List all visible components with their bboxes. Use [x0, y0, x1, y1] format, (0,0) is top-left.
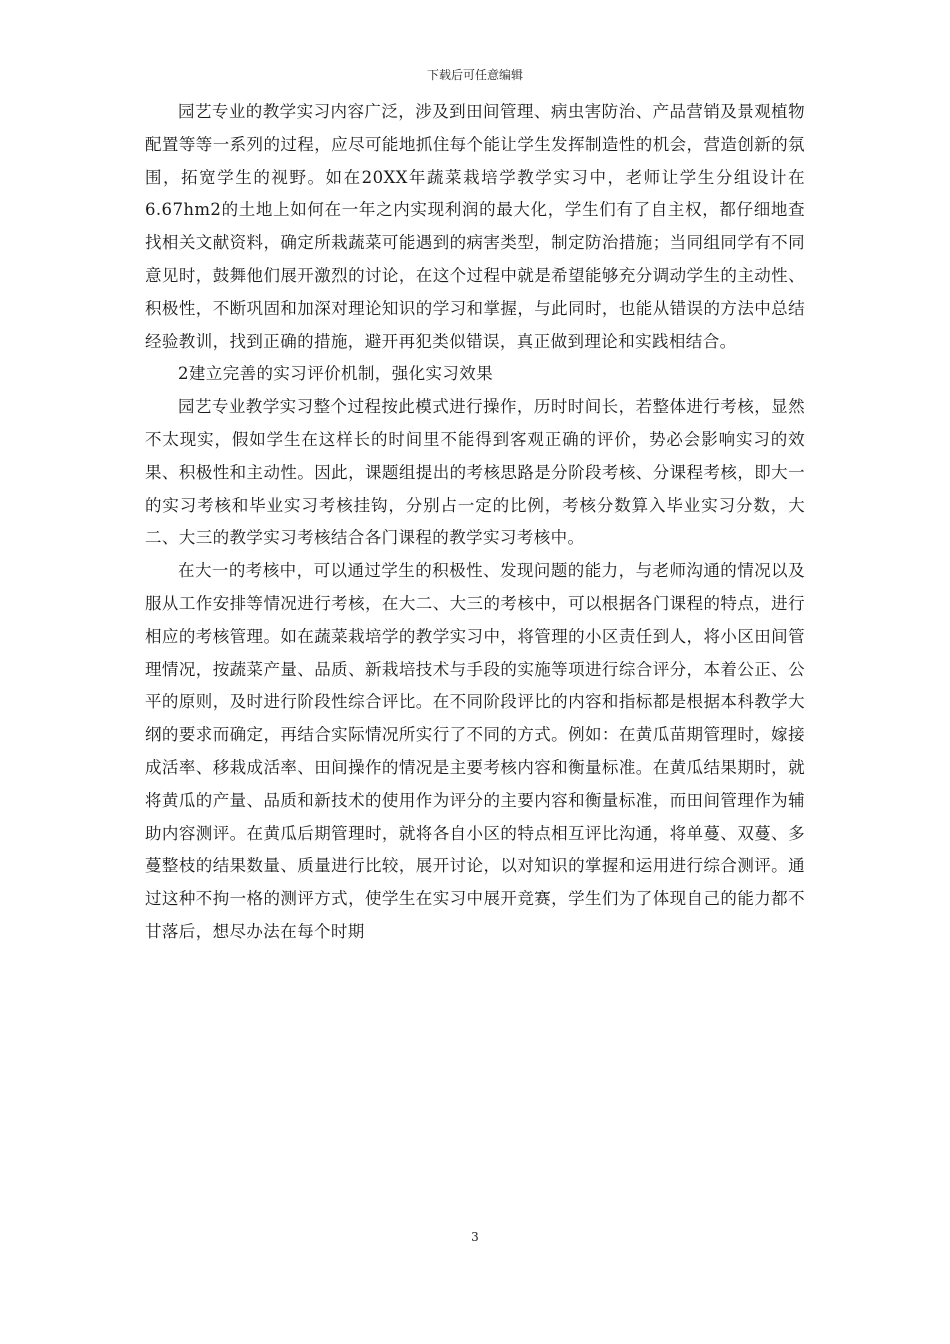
paragraph-assessment-approach: 园艺专业教学实习整个过程按此模式进行操作，历时时间长，若整体进行考核，显然不太现实，假如学生在这样长的时间里不能得到客观正确的评价，势必会影响实习的效果、积极性和主动性。因此，课题组提出的考核思路是分阶段考核、分课程考核，即大一的实习考核和毕业实习考核挂钩，分别占一定的比例，考核分数算入毕业实习分数，大二、大三的教学实习考核结合各门课程的教学实习考核中。 [145, 397, 805, 548]
paragraph-assessment-details: 在大一的考核中，可以通过学生的积极性、发现问题的能力，与老师沟通的情况以及服从工作安排等情况进行考核，在大二、大三的考核中，可以根据各门课程的特点，进行相应的考核管理。如在蔬菜栽培学的教学实习中，将管理的小区责任到人，将小区田间管理情况，按蔬菜产量、品质、新栽培技术与手段的实施等项进行综合评分，本着公正、公平的原则，及时进行阶段性综合评比。在不同阶段评比的内容和指标都是根据本科教学大纲的要求而确定，再结合实际情况所实行了不同的方式。例如：在黄瓜苗期管理时，嫁接成活率、移栽成活率、田间操作的情况是主要考核内容和衡量标准。在黄瓜结果期时，就将黄瓜的产量、品质和新技术的使用作为评分的主要内容和衡量标准，而田间管理作为辅助内容测评。在黄瓜后期管理时，就将各自小区的特点相互评比沟通，将单蔓、双蔓、多蔓整枝的结果数量、质量进行比较，展开讨论，以对知识的掌握和运用进行综合测评。通过这种不拘一格的测评方式，使学生在实习中展开竞赛，学生们为了体现自己的能力都不甘落后，想尽办法在每个时期 [145, 561, 805, 941]
section-heading: 2建立完善的实习评价机制，强化实习效果 [178, 364, 494, 384]
document-body [145, 96, 805, 949]
paragraph-practice-content: 园艺专业的教学实习内容广泛，涉及到田间管理、病虫害防治、产品营销及景观植物配置等等一系列的过程，应尽可能地抓住每个能让学生发挥制造性的机会，营造创新的氛围，拓宽学生的视野。如在20XX年蔬菜栽培学教学实习中，老师让学生分组设计在6.67hm2的土地上如何在一年之内实现利润的最大化，学生们有了自主权，都仔细地查找相关文献资料，确定所栽蔬菜可能遇到的病害类型，制定防治措施；当同组同学有不同意见时，鼓舞他们展开激烈的讨论，在这个过程中就是希望能够充分调动学生的主动性、积极性，不断巩固和加深对理论知识的学习和掌握，与此同时，也能从错误的方法中总结经验教训，找到正确的措施，避开再犯类似错误，真正做到理论和实践相结合。 [145, 102, 805, 351]
page-header: 下载后可任意编辑 [426, 68, 523, 82]
page-number: 3 [471, 1230, 479, 1244]
